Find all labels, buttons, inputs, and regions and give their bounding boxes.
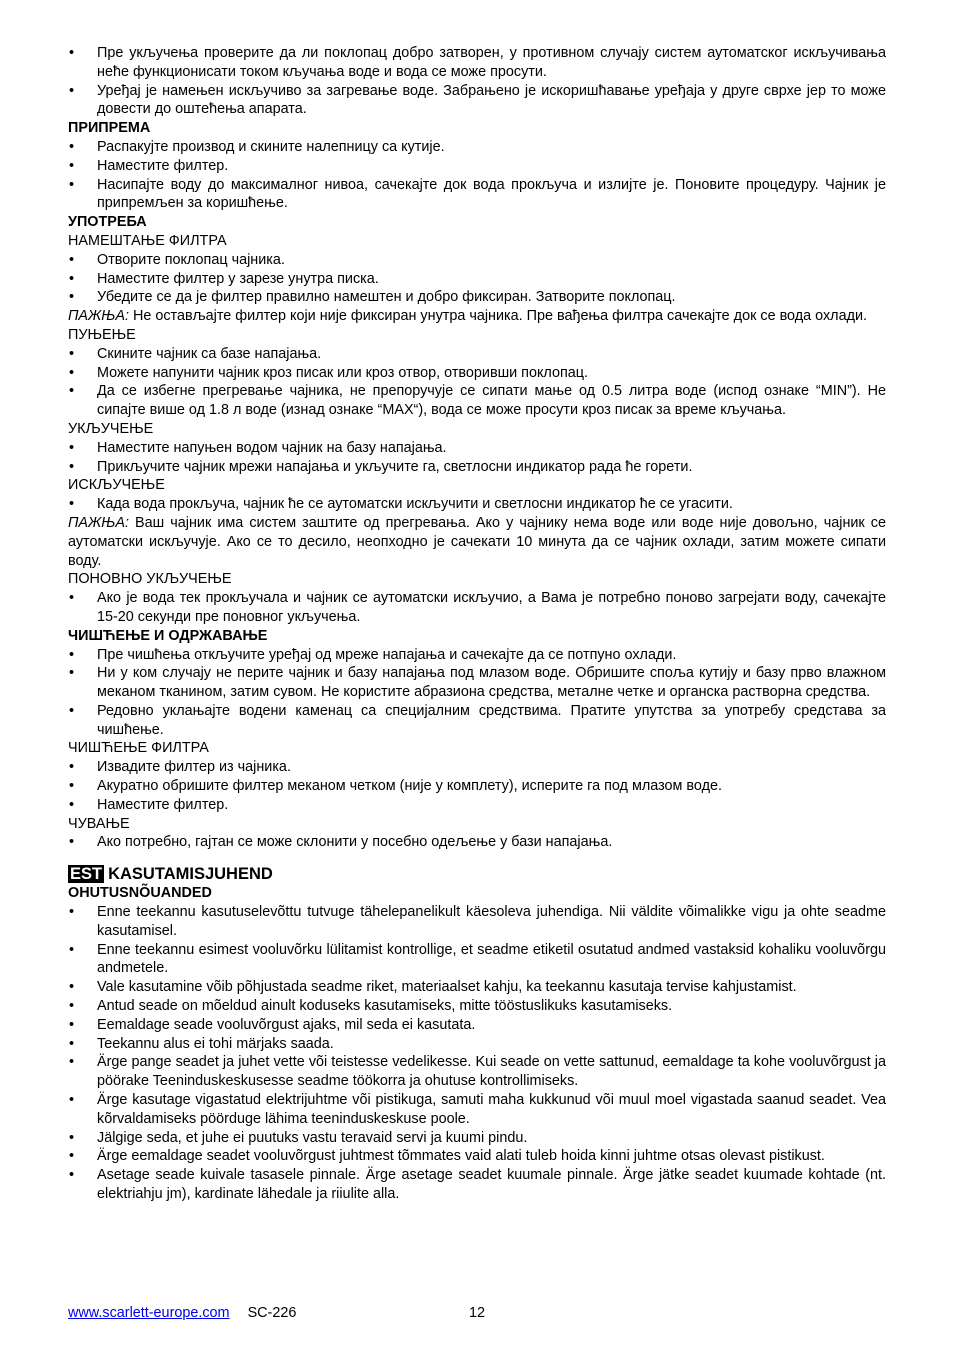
est-section-title [68,864,886,884]
list-item: • Ärge pange seadet ja juhet vette või teistesse vedelikesse. Kui seade on vette sattunud, eemaldage ta kohe vooluvõrgust ja pöörake Teeninduskeskusesse seadme töökorra ja ohutuse kontrollimiseks. [68,1053,886,1091]
list-item: • Скините чајник са базе напајања. [68,345,886,364]
subheading-filter: НАМЕШТАЊЕ ФИЛТРА [68,232,227,249]
subheading-ciscenje-filtra: ЧИШЋЕЊЕ ФИЛТРА [68,740,209,757]
list-item: • Убедите се да је филтер правилно намештен и добро фиксиран. Затворите поклопац. [68,288,886,307]
list-item: • Када вода прокључа, чајник ће се аутоматски искључити и светлосни индикатор ће се угасити. [68,495,886,514]
list-item: • Jälgige seda, et juhe ei puutuks vastu teravaid servi ja kuumi pindu. [68,1129,886,1148]
manual-page [68,44,886,1204]
list-item: • Asetage seade kuivale tasasele pinnale. Ärge asetage seadet kuumale pinnale. Ärge jätke seadet kuumade kohtade (nt. elektriahju jm), kardinate lähedale ja riiulite alla. [68,1166,886,1204]
list-item: • Наместите напуњен водом чајник на базу напајања. [68,439,886,458]
list-item: • Ако је вода тек прокључала и чајник се аутоматски искључио, а Вама је потребно поново загрејати воду, сачекајте 15-20 секунди пре поновног укључења. [68,589,886,627]
warning-text: Ваш чајник има систем заштите од прегревања. Ако у чајнику нема воде или воде није довољно, чајник се аутоматски искључује. Ако се то десило, неопходно је сачекати 10 минута да се чајник охлади, затим можете сипати воду. [68,514,886,569]
list-item: • Насипајте воду до максималног нивоа, сачекајте док вода прокључа и излијте је. Поновите процедуру. Чајник је припремљен за коришћење. [68,176,886,214]
warning-text: Не остављајте филтер који није фиксиран унутра чајника. Пре вађења филтра сачекајте док се вода охлади. [128,308,868,325]
warning-label: ПАЖЊА: [68,308,129,325]
list-item: • Пре чишћења откључите уређај од мреже напајања и сачекајте да се потпуно охлади. [68,646,886,665]
list-item: • Enne teekannu esimest vooluvõrku lülitamist kontrollige, et seadme etiketil osutatud andmed vastaksid kohaliku vooluvõrgu andmetele. [68,941,886,979]
subheading-iskljucenje: ИСКЉУЧЕЊЕ [68,477,165,494]
warning-note [68,514,886,570]
warning-note [68,307,886,326]
list-item: • Редовно уклањајте водени каменац са специјалним средствима. Пратите упутства за употребу средстава за чишћење. [68,702,886,740]
list-item: • Наместите филтер. [68,796,886,815]
language-tag: EST [70,865,103,884]
list-item: • Наместите филтер. [68,157,886,176]
model-number: SC-226 [247,1305,297,1321]
list-item: • Пре укључења проверите да ли поклопац добро затворен, у противном случају систем аутоматског искључивања неће функционисати током кључања воде и вода се може просути. [68,44,886,82]
list-item: • Antud seade on mõeldud ainult koduseks kasutamiseks, mitte tööstuslikuks kasutamiseks. [68,997,886,1016]
subheading-ukljucenje: УКЉУЧЕЊЕ [68,420,154,437]
section-title: KASUTAMISJUHEND [108,865,273,884]
list-item: • Eemaldage seade vooluvõrgust ajaks, mil seda ei kasutata. [68,1016,886,1035]
list-item: • Уређај је намењен искључиво за загревање воде. Забрањено је искоришћавање уређаја у друге сврхе јер то може довести до оштећења апарата. [68,82,886,120]
list-item: • Прикључите чајник мрежи напајања и укључите га, светлосни индикатор рада ће горети. [68,458,886,477]
page-footer [68,1304,886,1322]
list-item: • Vale kasutamine võib põhjustada seadme riket, materiaalset kahju, ka teekannu kasutaja tervise kahjustamist. [68,978,886,997]
subheading-ponovno: ПОНОВНО УКЉУЧЕЊЕ [68,571,232,588]
section-heading-ohutus: OHUTUSNÕUANDED [68,885,212,902]
subheading-cuvanje: ЧУВАЊЕ [68,815,130,832]
list-item: • Ни у ком случају не перите чајник и базу напајања под млазом воде. Обришите споља кутију и базу прво влажном меканом тканином, затим сувом. Не користите абразиона средства, металне четке и органска растворна средства. [68,664,886,702]
list-item: • Ärge kasutage vigastatud elektrijuhtme või pistikuga, samuti maha kukkunud või muul moel vigastada saanud seadet. Vea kõrvaldamiseks pöörduge lähima teeninduskeskuse poole. [68,1091,886,1129]
section-heading-upotreba: УПОТРЕБА [68,214,147,231]
list-item: • Да се избегне прегревање чајника, не препоручује се сипати мање од 0.5 литра воде (испод ознаке “MIN”). Не сипајте више од 1.8 л воде (изнад ознаке “MAX“), вода се може просути кроз писак за време кључања. [68,382,886,420]
section-heading-priprema: ПРИПРЕМА [68,120,151,137]
list-item: • Можете напунити чајник кроз писак или кроз отвор, отворивши поклопац. [68,364,886,383]
page-number: 12 [469,1305,486,1321]
list-item: • Распакујте производ и скините налепницу са кутије. [68,138,886,157]
website-link[interactable]: www.scarlett-europe.com [68,1305,230,1321]
list-item: • Ако потребно, гајтан се може склонити у посебно одељење у бази напајања. [68,833,886,852]
list-item: • Ärge eemaldage seadet vooluvõrgust juhtmest tõmmates vaid alati tuleb hoida kinni juhtme otsas olevast pistikust. [68,1147,886,1166]
warning-label: ПАЖЊА: [68,514,129,531]
list-item: • Enne teekannu kasutuselevõttu tutvuge tähelepanelikult käesoleva juhendiga. Nii väldite võimalikke vigu ja ohte seadme kasutamisel. [68,903,886,941]
list-item: • Отворите поклопац чајника. [68,251,886,270]
list-item: • Teekannu alus ei tohi märjaks saada. [68,1035,886,1054]
list-item: • Извадите филтер из чајника. [68,758,886,777]
list-item: • Акуратно обришите филтер меканом четком (није у комплету), исперите га под млазом воде. [68,777,886,796]
subheading-punjenje: ПУЊЕЊЕ [68,326,136,343]
section-heading-ciscenje: ЧИШЋЕЊЕ И ОДРЖАВАЊЕ [68,627,268,644]
list-item: • Наместите филтер у зарезе унутра писка. [68,270,886,289]
